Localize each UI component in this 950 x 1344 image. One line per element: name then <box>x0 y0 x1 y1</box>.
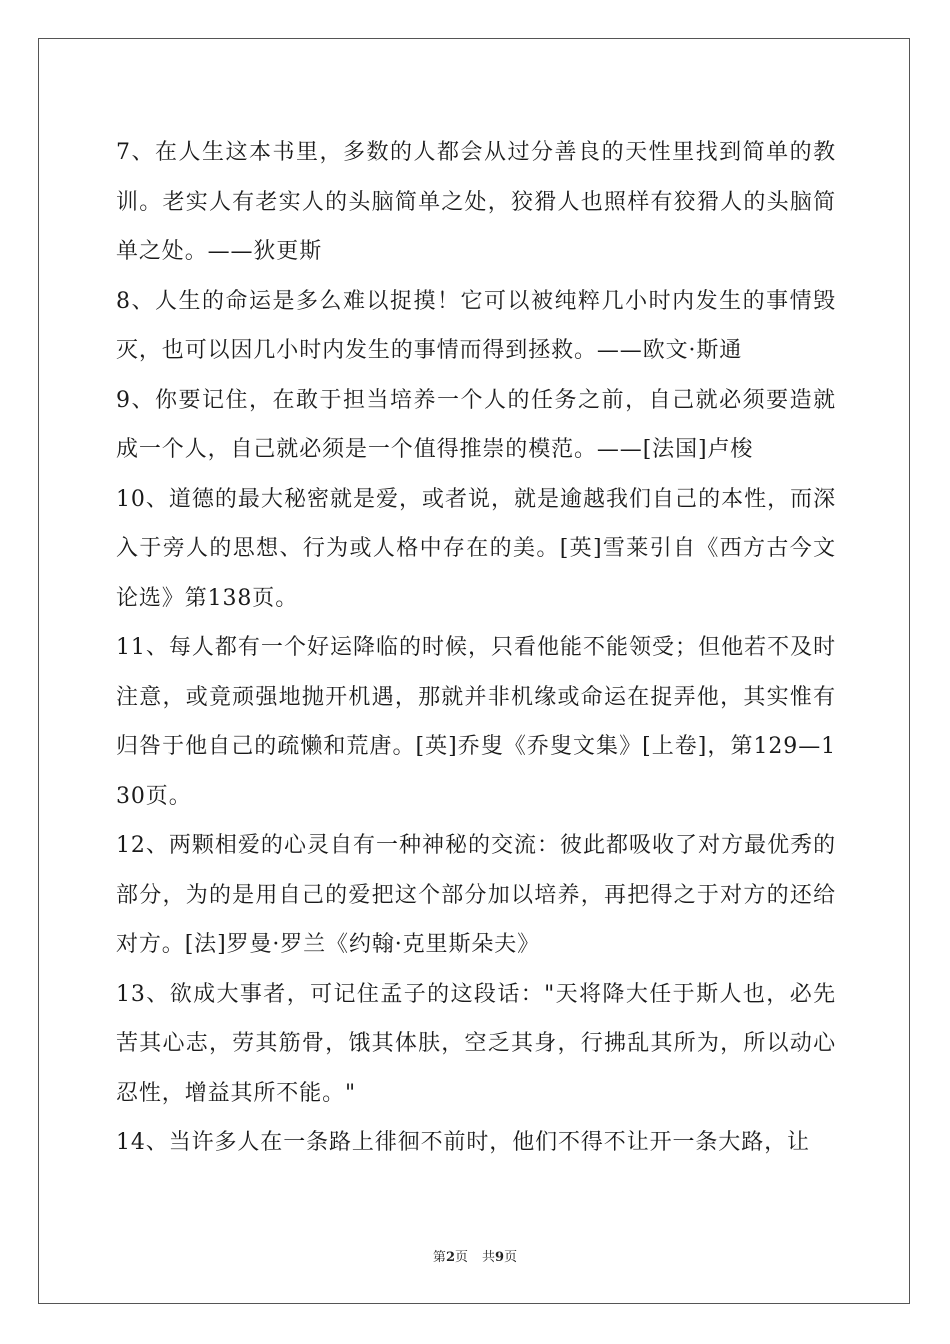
quote-paragraph-12: 12、两颗相爱的心灵自有一种神秘的交流：彼此都吸收了对方最优秀的部分，为的是用自己的爱把这个部分加以培养，再把得之于对方的还给对方。[法]罗曼·罗兰《约翰·克里斯朵夫》 <box>116 833 836 957</box>
quote-paragraph-9: 9、你要记住，在敢于担当培养一个人的任务之前，自己就必须要造就成一个人，自己就必须是一个值得推崇的模范。——[法国]卢梭 <box>116 387 836 462</box>
quote-paragraph-10: 10、道德的最大秘密就是爱，或者说，就是逾越我们自己的本性，而深入于旁人的思想、行为或人格中存在的美。[英]雪莱引自《西方古今文论选》第138页。 <box>116 486 836 611</box>
total-pages: 9 <box>495 1250 505 1265</box>
total-prefix: 共 <box>482 1250 496 1265</box>
document-body <box>116 128 836 1168</box>
quote-paragraph-8: 8、人生的命运是多么难以捉摸！它可以被纯粹几小时内发生的事情毁灭，也可以因几小时内发生的事情而得到拯救。——欧文·斯通 <box>116 288 836 363</box>
quote-paragraph-13: 13、欲成大事者，可记住孟子的这段话："天将降大任于斯人也，必先苦其心志，劳其筋骨，饿其体肤，空乏其身，行拂乱其所为，所以动心忍性，增益其所不能。" <box>116 981 836 1106</box>
page-suffix: 页 <box>454 1250 468 1265</box>
total-suffix: 页 <box>504 1250 518 1265</box>
page-prefix: 第 <box>432 1250 446 1265</box>
quote-paragraph-7: 7、在人生这本书里，多数的人都会从过分善良的天性里找到简单的教训。老实人有老实人的头脑简单之处，狡猾人也照样有狡猾人的头脑简单之处。——狄更斯 <box>116 140 836 264</box>
quote-paragraph-14: 14、当许多人在一条路上徘徊不前时，他们不得不让开一条大路，让 <box>116 1130 810 1155</box>
page-footer <box>0 1246 950 1265</box>
quote-paragraph-11: 11、每人都有一个好运降临的时候，只看他能不能领受；但他若不及时注意，或竟顽强地抛开机遇，那就并非机缘或命运在捉弄他，其实惟有归咎于他自己的疏懒和荒唐。[英]乔叟《乔叟文集》[上卷]，第129—130页。 <box>116 635 836 809</box>
page-number: 2 <box>445 1250 455 1265</box>
